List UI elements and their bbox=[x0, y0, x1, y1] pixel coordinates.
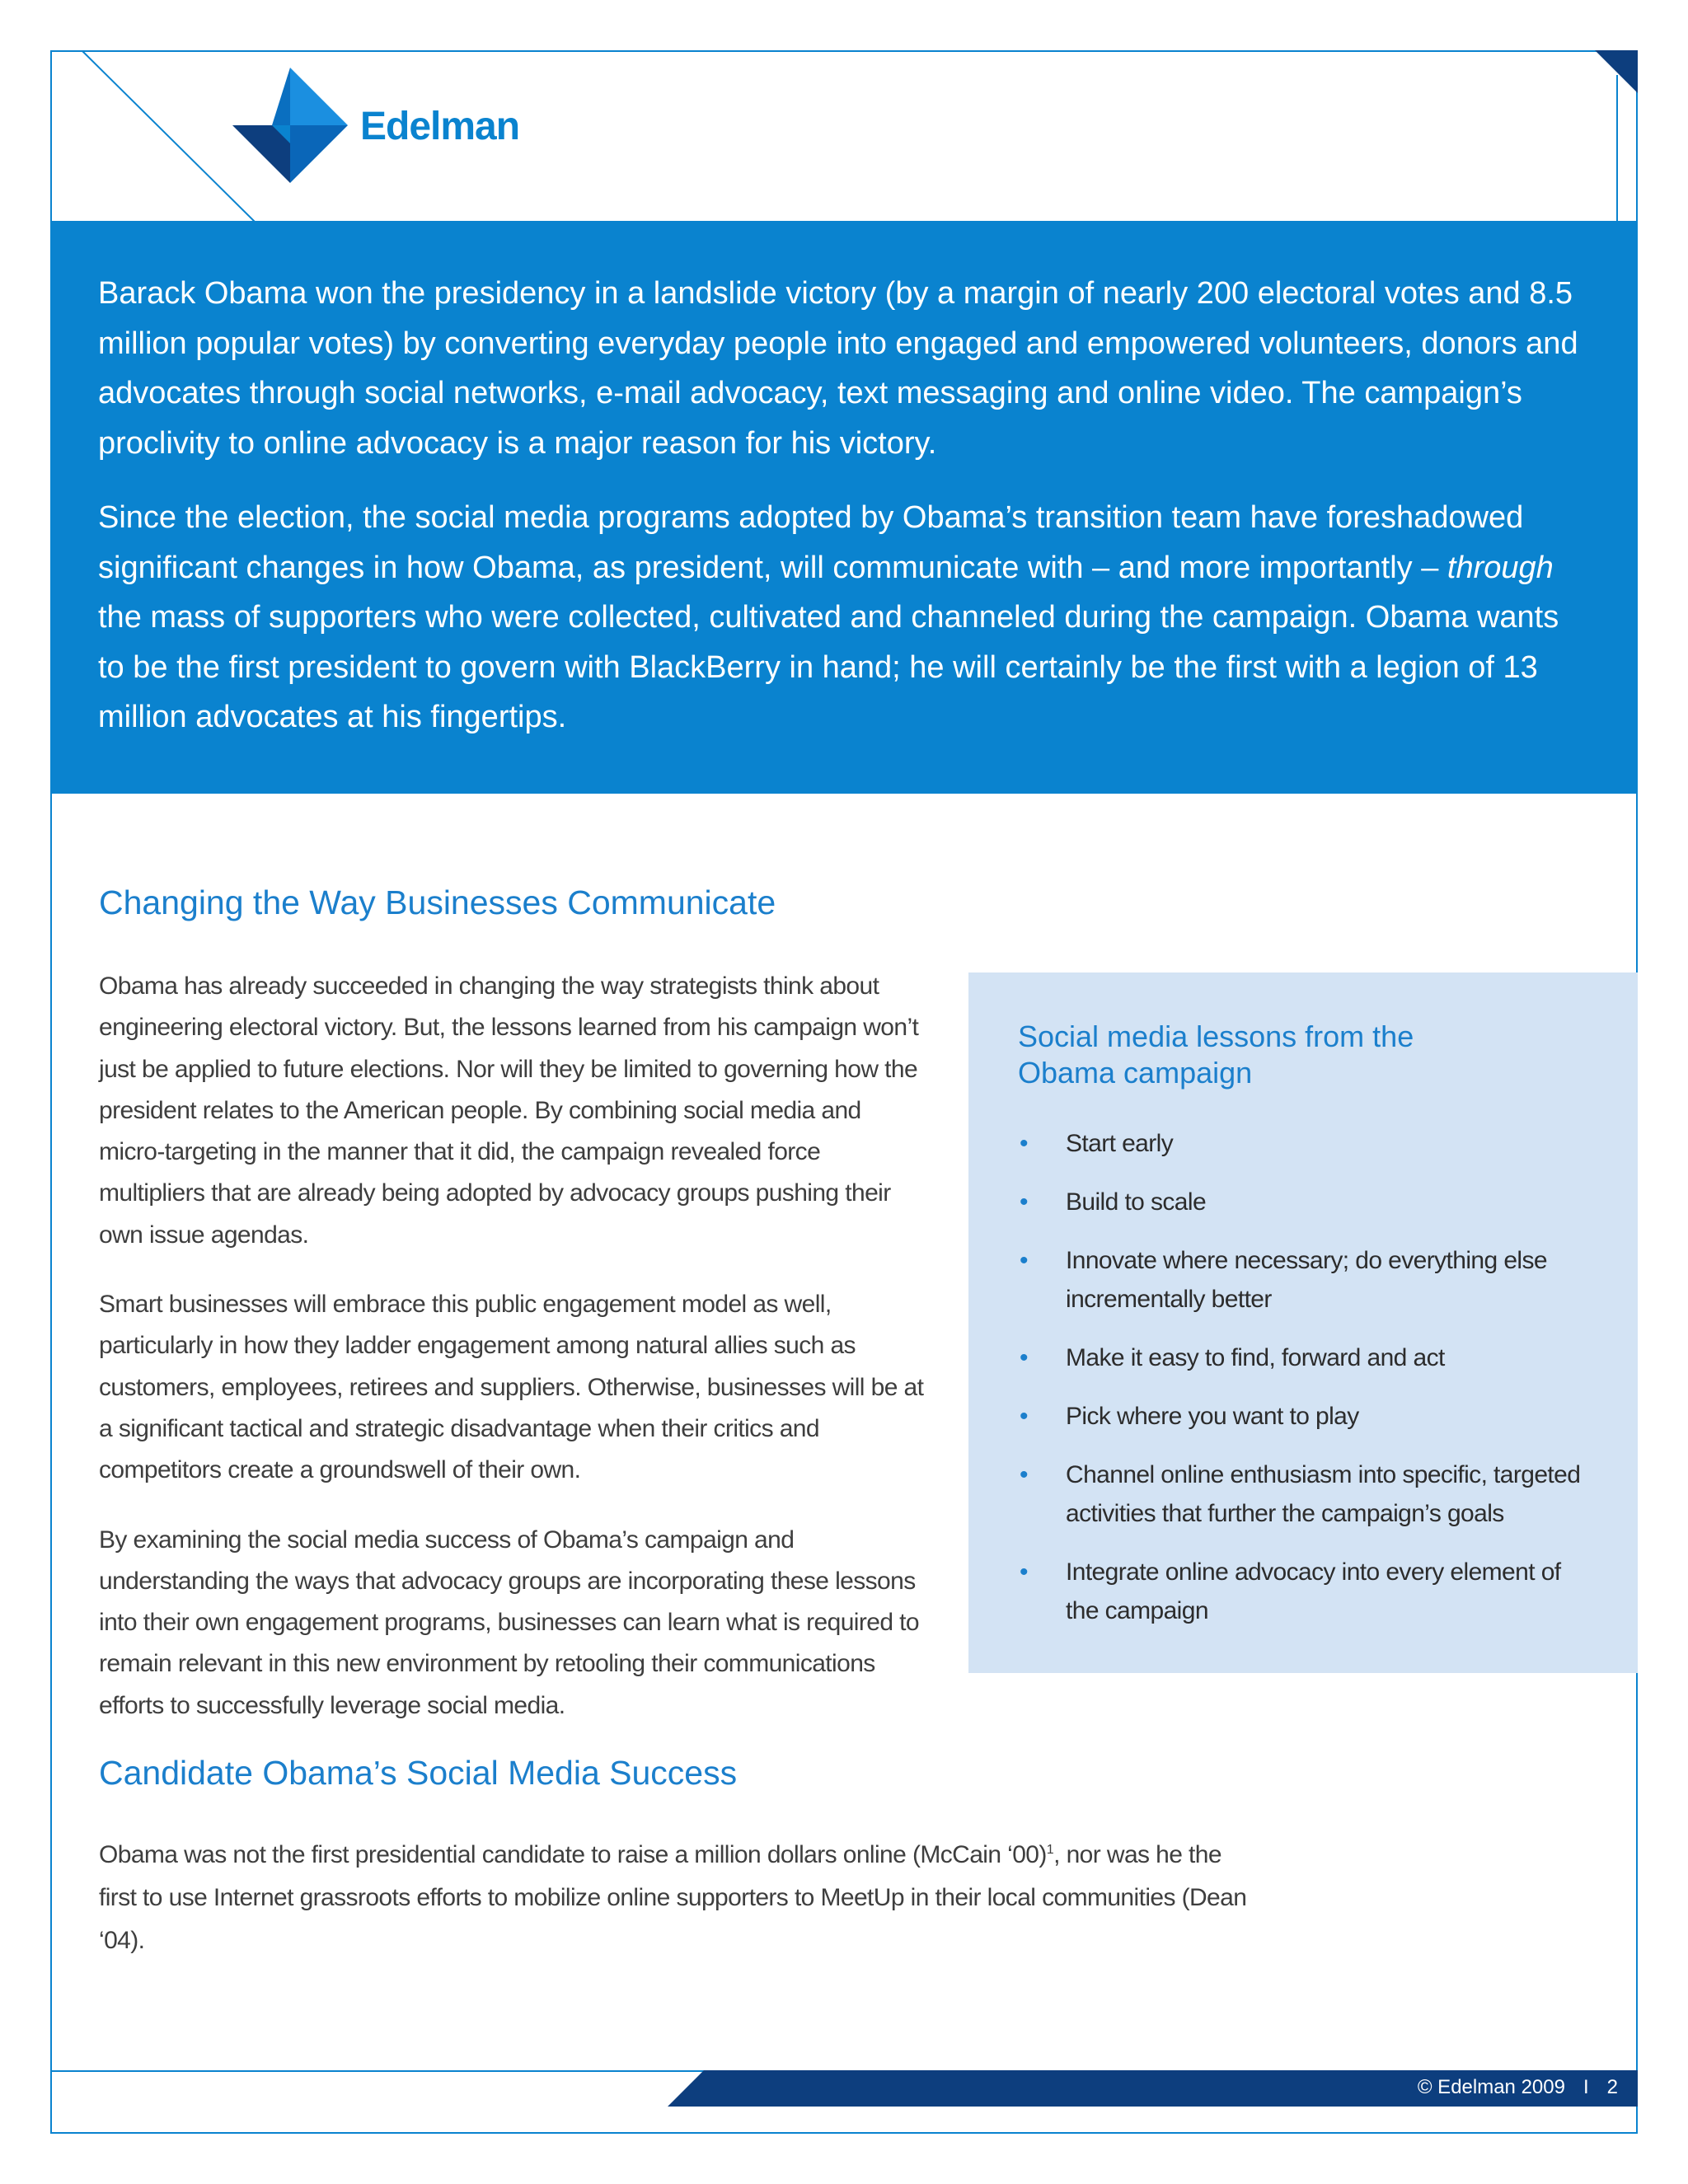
list-item bbox=[1018, 1338, 1588, 1377]
bullet-icon: • bbox=[1020, 1403, 1028, 1430]
bullet-icon: • bbox=[1020, 1188, 1028, 1216]
list-item bbox=[1018, 1455, 1588, 1533]
list-item-text: Build to scale bbox=[1066, 1188, 1207, 1216]
bullet-icon: • bbox=[1020, 1461, 1028, 1488]
list-item bbox=[1018, 1124, 1588, 1163]
intro-p2-text-a: Since the election, the social media programs adopted by Obama’s transition team have foreshadowed significant changes in how Obama, as president, will communicate with – and more importantly – bbox=[98, 500, 1524, 585]
intro-paragraph-1: Barack Obama won the presidency in a landslide victory (by a margin of nearly 200 electoral votes and 8.5 million popular votes) by converting everyday people into engaged and empowered volunteers, donors and advocates through social networks, e-mail advocacy, text messaging and online video. The campaign’s proclivity to online advocacy is a major reason for his victory. bbox=[98, 276, 1578, 461]
page-number: 2 bbox=[1606, 2076, 1618, 2098]
intro-p2-text-b: the mass of supporters who were collected, cultivated and channeled during the campaign. Obama wants to be the first president to govern with BlackBerry in hand; he will certainly be the first with a legion of 13 million advocates at his fingertips. bbox=[98, 600, 1559, 734]
list-item-text: Channel online enthusiasm into specific, targeted activities that further the campaign’s goals bbox=[1066, 1461, 1581, 1527]
brand-name: Edelman bbox=[360, 105, 520, 148]
list-item-text: Integrate online advocacy into every element of the campaign bbox=[1066, 1558, 1561, 1624]
edelman-logo bbox=[232, 68, 520, 185]
bullet-icon: • bbox=[1020, 1344, 1028, 1371]
intro-banner bbox=[50, 221, 1638, 794]
section1-paragraph-2: Smart businesses will embrace this public engagement model as well, particularly in how they ladder engagement among natural allies such as customers, employees, retirees and suppliers. Otherwise, businesses will be at a significant tactical and strategic disadvantage when their critics and competitors create a groundswell of their own. bbox=[99, 1291, 924, 1484]
bullet-icon: • bbox=[1020, 1558, 1028, 1586]
section2-text-b: , nor was he the first to use Internet grassroots efforts to mobilize online supporters to MeetUp in their local communities (Dean ‘04). bbox=[99, 1841, 1247, 1954]
footer-text bbox=[1418, 2076, 1618, 2099]
footnote-marker: 1 bbox=[1046, 1843, 1054, 1857]
sidebar-title: Social media lessons from the Obama campaign bbox=[1018, 1019, 1414, 1090]
copyright: © Edelman 2009 bbox=[1417, 2076, 1565, 2098]
header-vertical-rule bbox=[1616, 75, 1618, 222]
intro-paragraph-2 bbox=[98, 493, 1590, 743]
bullet-icon: • bbox=[1020, 1130, 1028, 1157]
footer-separator: I bbox=[1582, 2076, 1589, 2098]
bullet-icon: • bbox=[1020, 1247, 1028, 1274]
list-item-text: Innovate where necessary; do everything else incrementally better bbox=[1066, 1247, 1547, 1313]
intro-p2-emphasis: through bbox=[1447, 550, 1554, 585]
list-item bbox=[1018, 1241, 1588, 1319]
lessons-list bbox=[1018, 1124, 1588, 1630]
edelman-logo-icon bbox=[232, 68, 348, 185]
section1-paragraph-3: By examining the social media success of Obama’s campaign and understanding the ways that advocacy groups are incorporating these lessons into their own engagement programs, businesses can learn what is required to remain relevant in this new environment by retooling their communications efforts to successfully leverage social media. bbox=[99, 1526, 919, 1719]
section2-body bbox=[99, 1834, 1253, 1962]
list-item bbox=[1018, 1397, 1588, 1436]
lessons-sidebar bbox=[968, 972, 1638, 1673]
list-item-text: Pick where you want to play bbox=[1066, 1403, 1359, 1430]
section2-paragraph bbox=[99, 1834, 1253, 1962]
list-item bbox=[1018, 1553, 1588, 1630]
section1-heading: Changing the Way Businesses Communicate bbox=[99, 883, 776, 921]
section2-heading: Candidate Obama’s Social Media Success bbox=[99, 1754, 738, 1792]
list-item-text: Make it easy to find, forward and act bbox=[1066, 1344, 1445, 1371]
section1-body bbox=[99, 966, 931, 1755]
section1-paragraph-1: Obama has already succeeded in changing the way strategists think about engineering electoral victory. But, the lessons learned from his campaign won’t just be applied to future elections. Nor will they be limited to governing how the president relates to the American people. By combining social media and micro-targeting in the manner that it did, the campaign revealed force multipliers that are already being adopted by advocacy groups pushing their own issue agendas. bbox=[99, 972, 919, 1249]
corner-triangle-icon bbox=[1588, 50, 1638, 100]
list-item-text: Start early bbox=[1066, 1130, 1174, 1157]
list-item bbox=[1018, 1183, 1588, 1221]
section2-text-a: Obama was not the first presidential candidate to raise a million dollars online (McCain ‘00) bbox=[99, 1841, 1047, 1868]
